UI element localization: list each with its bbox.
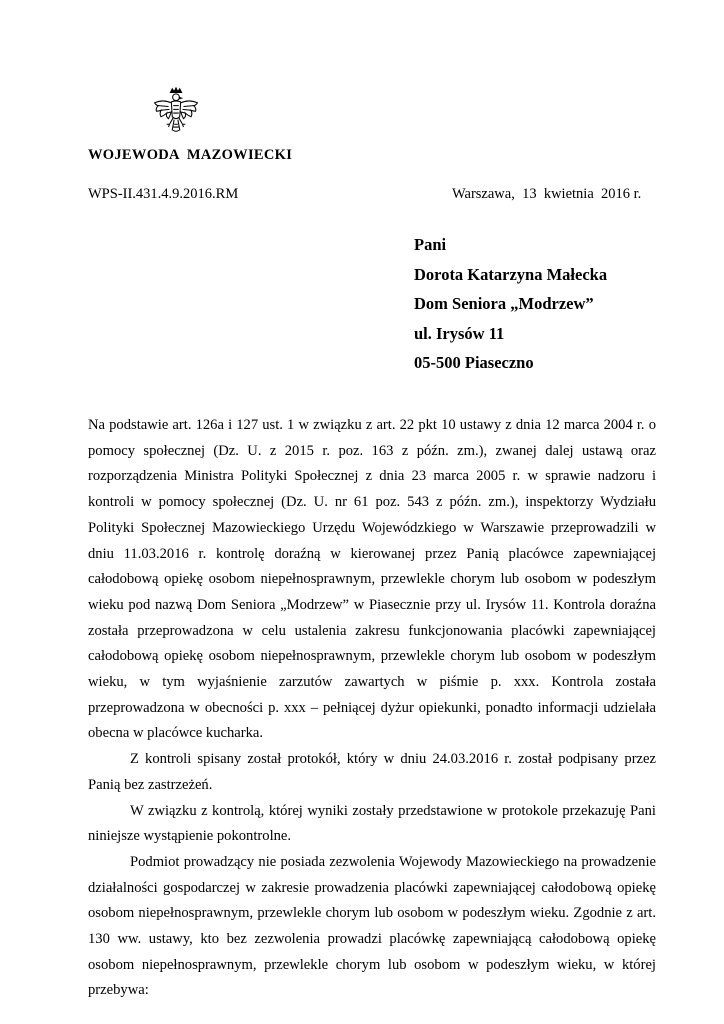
place-and-date: Warszawa, 13 kwietnia 2016 r. bbox=[452, 186, 642, 202]
recipient-address bbox=[414, 230, 607, 378]
recipient-line: Dorota Katarzyna Małecka bbox=[414, 264, 608, 284]
eagle-emblem-icon bbox=[148, 86, 204, 142]
body-paragraph: Z kontroli spisany został protokół, który w dniu 24.03.2016 r. został podpisany przez Panią bez zastrzeżeń. bbox=[88, 751, 656, 793]
reference-number: WPS-II.431.4.9.2016.RM bbox=[88, 186, 239, 202]
body-paragraph: Na podstawie art. 126a i 127 ust. 1 w związku z art. 22 pkt 10 ustawy z dnia 12 marca 2004 r. o pomocy społecznej (Dz. U. z 2015 r. poz. 163 z późn. zm.), zwanej dalej ustawą oraz rozporządzenia Ministra Polityki Społecznej z dnia 23 marca 2005 r. w sprawie nadzoru i kontroli w pomocy społecznej (Dz. U. nr 61 poz. 543 z późn. zm.), inspektorzy Wydziału Polityki Społecznej Mazowieckiego Urzędu Wojewódzkiego w Warszawie przeprowadzili w dniu 11.03.2016 r. kontrolę doraźną w kierowanej przez Panią placówce zapewniającej całodobową opiekę osobom niepełnosprawnym, przewlekle chorym lub osobom w podeszłym wieku pod nazwą Dom Seniora „Modrzew” w Piasecznie przy ul. Irysów 11. Kontrola doraźna została przeprowadzona w celu ustalenia zakresu funkcjonowania placówki zapewniającej całodobową opiekę osobom niepełnosprawnym, przewlekle chorym lub osobom w podeszłym wieku, w tym wyjaśnienie zarzutów zawartych w piśmie p. xxx. Kontrola została przeprowadzona w obecności p. xxx – pełniącej dyżur opiekunki, ponadto informacji udzielała obecna w placówce kucharka. bbox=[88, 417, 656, 742]
body-paragraph: Podmiot prowadzący nie posiada zezwolenia Wojewody Mazowieckiego na prowadzenie działalności gospodarczej w zakresie prowadzenia placówki zapewniającej całodobową opiekę osobom niepełnosprawnym, przewlekle chorym lub osobom w podeszłym wieku. Zgodnie z art. 130 ww. ustawy, kto bez zezwolenia prowadzi placówkę zapewniającą całodobową opiekę osobom niepełnosprawnym, przewlekle chorym lub osobom w podeszłym wieku, w której przebywa: bbox=[88, 853, 656, 999]
recipient-line: Pani bbox=[414, 235, 447, 254]
recipient-line: ul. Irysów 11 bbox=[414, 323, 505, 343]
letter-body bbox=[88, 413, 656, 1004]
authority-name: WOJEWODA MAZOWIECKI bbox=[88, 147, 293, 163]
recipient-line: 05-500 Piaseczno bbox=[414, 353, 534, 372]
recipient-line: Dom Seniora „Modrzew” bbox=[414, 294, 594, 313]
body-paragraph: W związku z kontrolą, której wyniki zostały przedstawione w protokole przekazuję Pani niniejsze wystąpienie pokontrolne. bbox=[88, 802, 656, 845]
